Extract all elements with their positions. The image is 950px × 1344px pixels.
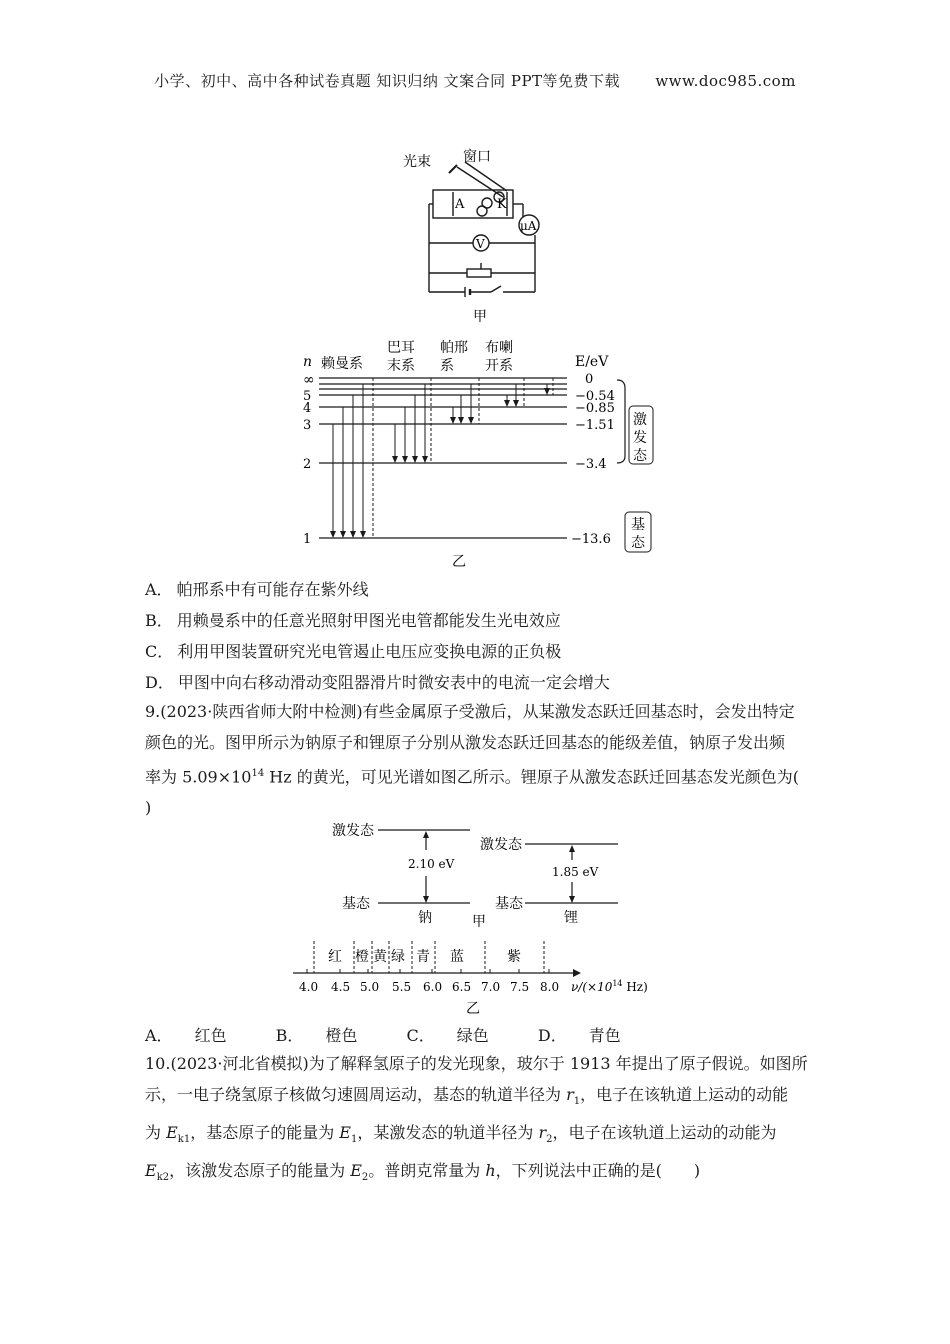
excited-label-1: 激 <box>633 412 647 428</box>
q9-options <box>145 1023 665 1046</box>
li-excited-label: 激发态 <box>480 837 522 853</box>
series-paschen-2: 系 <box>440 358 454 374</box>
n-inf: ∞ <box>303 372 315 388</box>
tick-5.0: 5.0 <box>360 980 380 994</box>
q9-option-c: C． 绿色 <box>406 1026 489 1045</box>
n-2: 2 <box>303 457 312 472</box>
color-green: 绿 <box>391 949 405 965</box>
E-1: −13.6 <box>571 532 611 547</box>
color-red: 红 <box>328 949 342 965</box>
na-label: 钠 <box>418 910 432 926</box>
n-5: 5 <box>303 389 312 404</box>
n-4: 4 <box>303 401 312 416</box>
question-10: 10.(2023·河北省模拟)为了解释氢原子的发光现象，玻尔于 1913 年提出了原子假说。如图所 示，一电子绕氢原子核做匀速圆周运动，基态的轨道半径为 $r_1$，电子在该轨道上运动的动能 为 $E_{k1}$，基态原子的能量为 $E_1$，某激发态的轨道半径为 $r_2$，电子在该轨道上运动的动能为 $E_{k2}$，该激发态原子的能量为 $E_2$。普朗克常量为 h，下列说法中正确的是( ) <box>145 1054 808 1184</box>
visible-spectrum-figure <box>288 935 688 1017</box>
energy-axis-label: E/eV <box>575 354 609 370</box>
ground-label-2: 态 <box>631 535 645 551</box>
li-ground-label: 基态 <box>495 896 523 912</box>
fig9-jia-caption: 甲 <box>472 914 486 930</box>
color-cyan: 青 <box>416 949 430 965</box>
q9-option-b: B． 橙色 <box>275 1026 358 1045</box>
na-energy-gap: 2.10 eV <box>408 857 455 871</box>
tick-8.0: 8.0 <box>540 980 560 994</box>
series-balmer-2: 末系 <box>387 358 415 374</box>
beam-label: 光束 <box>403 154 431 170</box>
q9-option-d: D． 青色 <box>537 1026 621 1045</box>
voltmeter-label: V <box>476 237 485 251</box>
fig-yi-caption: 乙 <box>452 554 466 570</box>
photoelectric-circuit-figure <box>395 145 555 325</box>
page-header <box>0 70 950 91</box>
tick-4.5: 4.5 <box>331 980 351 994</box>
n-1: 1 <box>303 532 312 547</box>
frequency-axis-label: $\nu/(\times 10^{14}$ Hz) <box>571 979 648 994</box>
tick-4.0: 4.0 <box>299 980 319 994</box>
header-site: www.doc985.com <box>655 72 796 90</box>
color-orange: 橙 <box>355 949 369 965</box>
ground-label-1: 基 <box>631 517 645 533</box>
E-2: −3.4 <box>575 457 607 472</box>
na-li-energy-figure <box>330 820 630 930</box>
q8-option-c: C． 利用甲图装置研究光电管遏止电压应变换电源的正负极 <box>145 642 562 661</box>
tick-5.5: 5.5 <box>392 980 412 994</box>
cathode-label: K <box>497 197 507 212</box>
tick-7.0: 7.0 <box>481 980 501 994</box>
q8-option-a: A． 帕邢系中有可能存在紫外线 <box>145 580 369 599</box>
li-label: 锂 <box>564 910 578 926</box>
li-energy-gap: 1.85 eV <box>552 865 599 879</box>
excited-label-2: 发 <box>633 430 647 446</box>
excited-label-3: 态 <box>633 448 647 464</box>
color-violet: 紫 <box>507 949 521 965</box>
tick-7.5: 7.5 <box>510 980 530 994</box>
series-lyman: 赖曼系 <box>321 356 363 372</box>
fig-jia-caption: 甲 <box>473 309 487 325</box>
color-yellow: 黄 <box>373 949 387 965</box>
anode-label: A <box>455 197 465 212</box>
excited-brace <box>617 380 625 463</box>
series-brackett-1: 布喇 <box>485 340 513 356</box>
series-brackett-2: 开系 <box>485 358 513 374</box>
header-text: 小学、初中、高中各种试卷真题 知识归纳 文案合同 PPT等免费下载 <box>154 72 621 90</box>
series-paschen-1: 帕邢 <box>440 340 468 356</box>
series-balmer-1: 巴耳 <box>387 340 415 356</box>
q8-option-d: D． 甲图中向右移动滑动变阻器滑片时微安表中的电流一定会增大 <box>145 673 610 692</box>
E-3: −1.51 <box>575 418 615 433</box>
tick-6.5: 6.5 <box>452 980 472 994</box>
fig9-yi-caption: 乙 <box>466 1001 480 1017</box>
microammeter-label: μA <box>520 219 537 233</box>
E-4: −0.85 <box>575 401 615 416</box>
E-5: −0.54 <box>575 389 615 404</box>
question-9: 9.(2023·陕西省师大附中检测)有些金属原子受激后，从某激发态跃迁回基态时，会发出特定 颜色的光。图甲所示为钠原子和锂原子分别从激发态跃迁回基态的能级差值，钠原子发出频 率为 $5.09\times 10^{14}$ Hz 的黄光，可见光谱如图乙所示。锂原子从激发态跃迁回基态发光颜色为( ) <box>145 702 800 818</box>
color-blue: 蓝 <box>450 949 464 965</box>
window-label: 窗口 <box>463 149 491 165</box>
na-ground-label: 基态 <box>342 896 370 912</box>
na-excited-label: 激发态 <box>332 823 374 839</box>
q8-option-b: B． 用赖曼系中的任意光照射甲图光电管都能发生光电效应 <box>145 611 561 630</box>
q9-option-a: A． 红色 <box>145 1026 227 1045</box>
n-3: 3 <box>303 418 312 433</box>
E-inf: 0 <box>585 372 594 387</box>
energy-level-diagram <box>295 338 665 570</box>
n-axis-label: n <box>303 354 313 370</box>
tick-6.0: 6.0 <box>423 980 443 994</box>
